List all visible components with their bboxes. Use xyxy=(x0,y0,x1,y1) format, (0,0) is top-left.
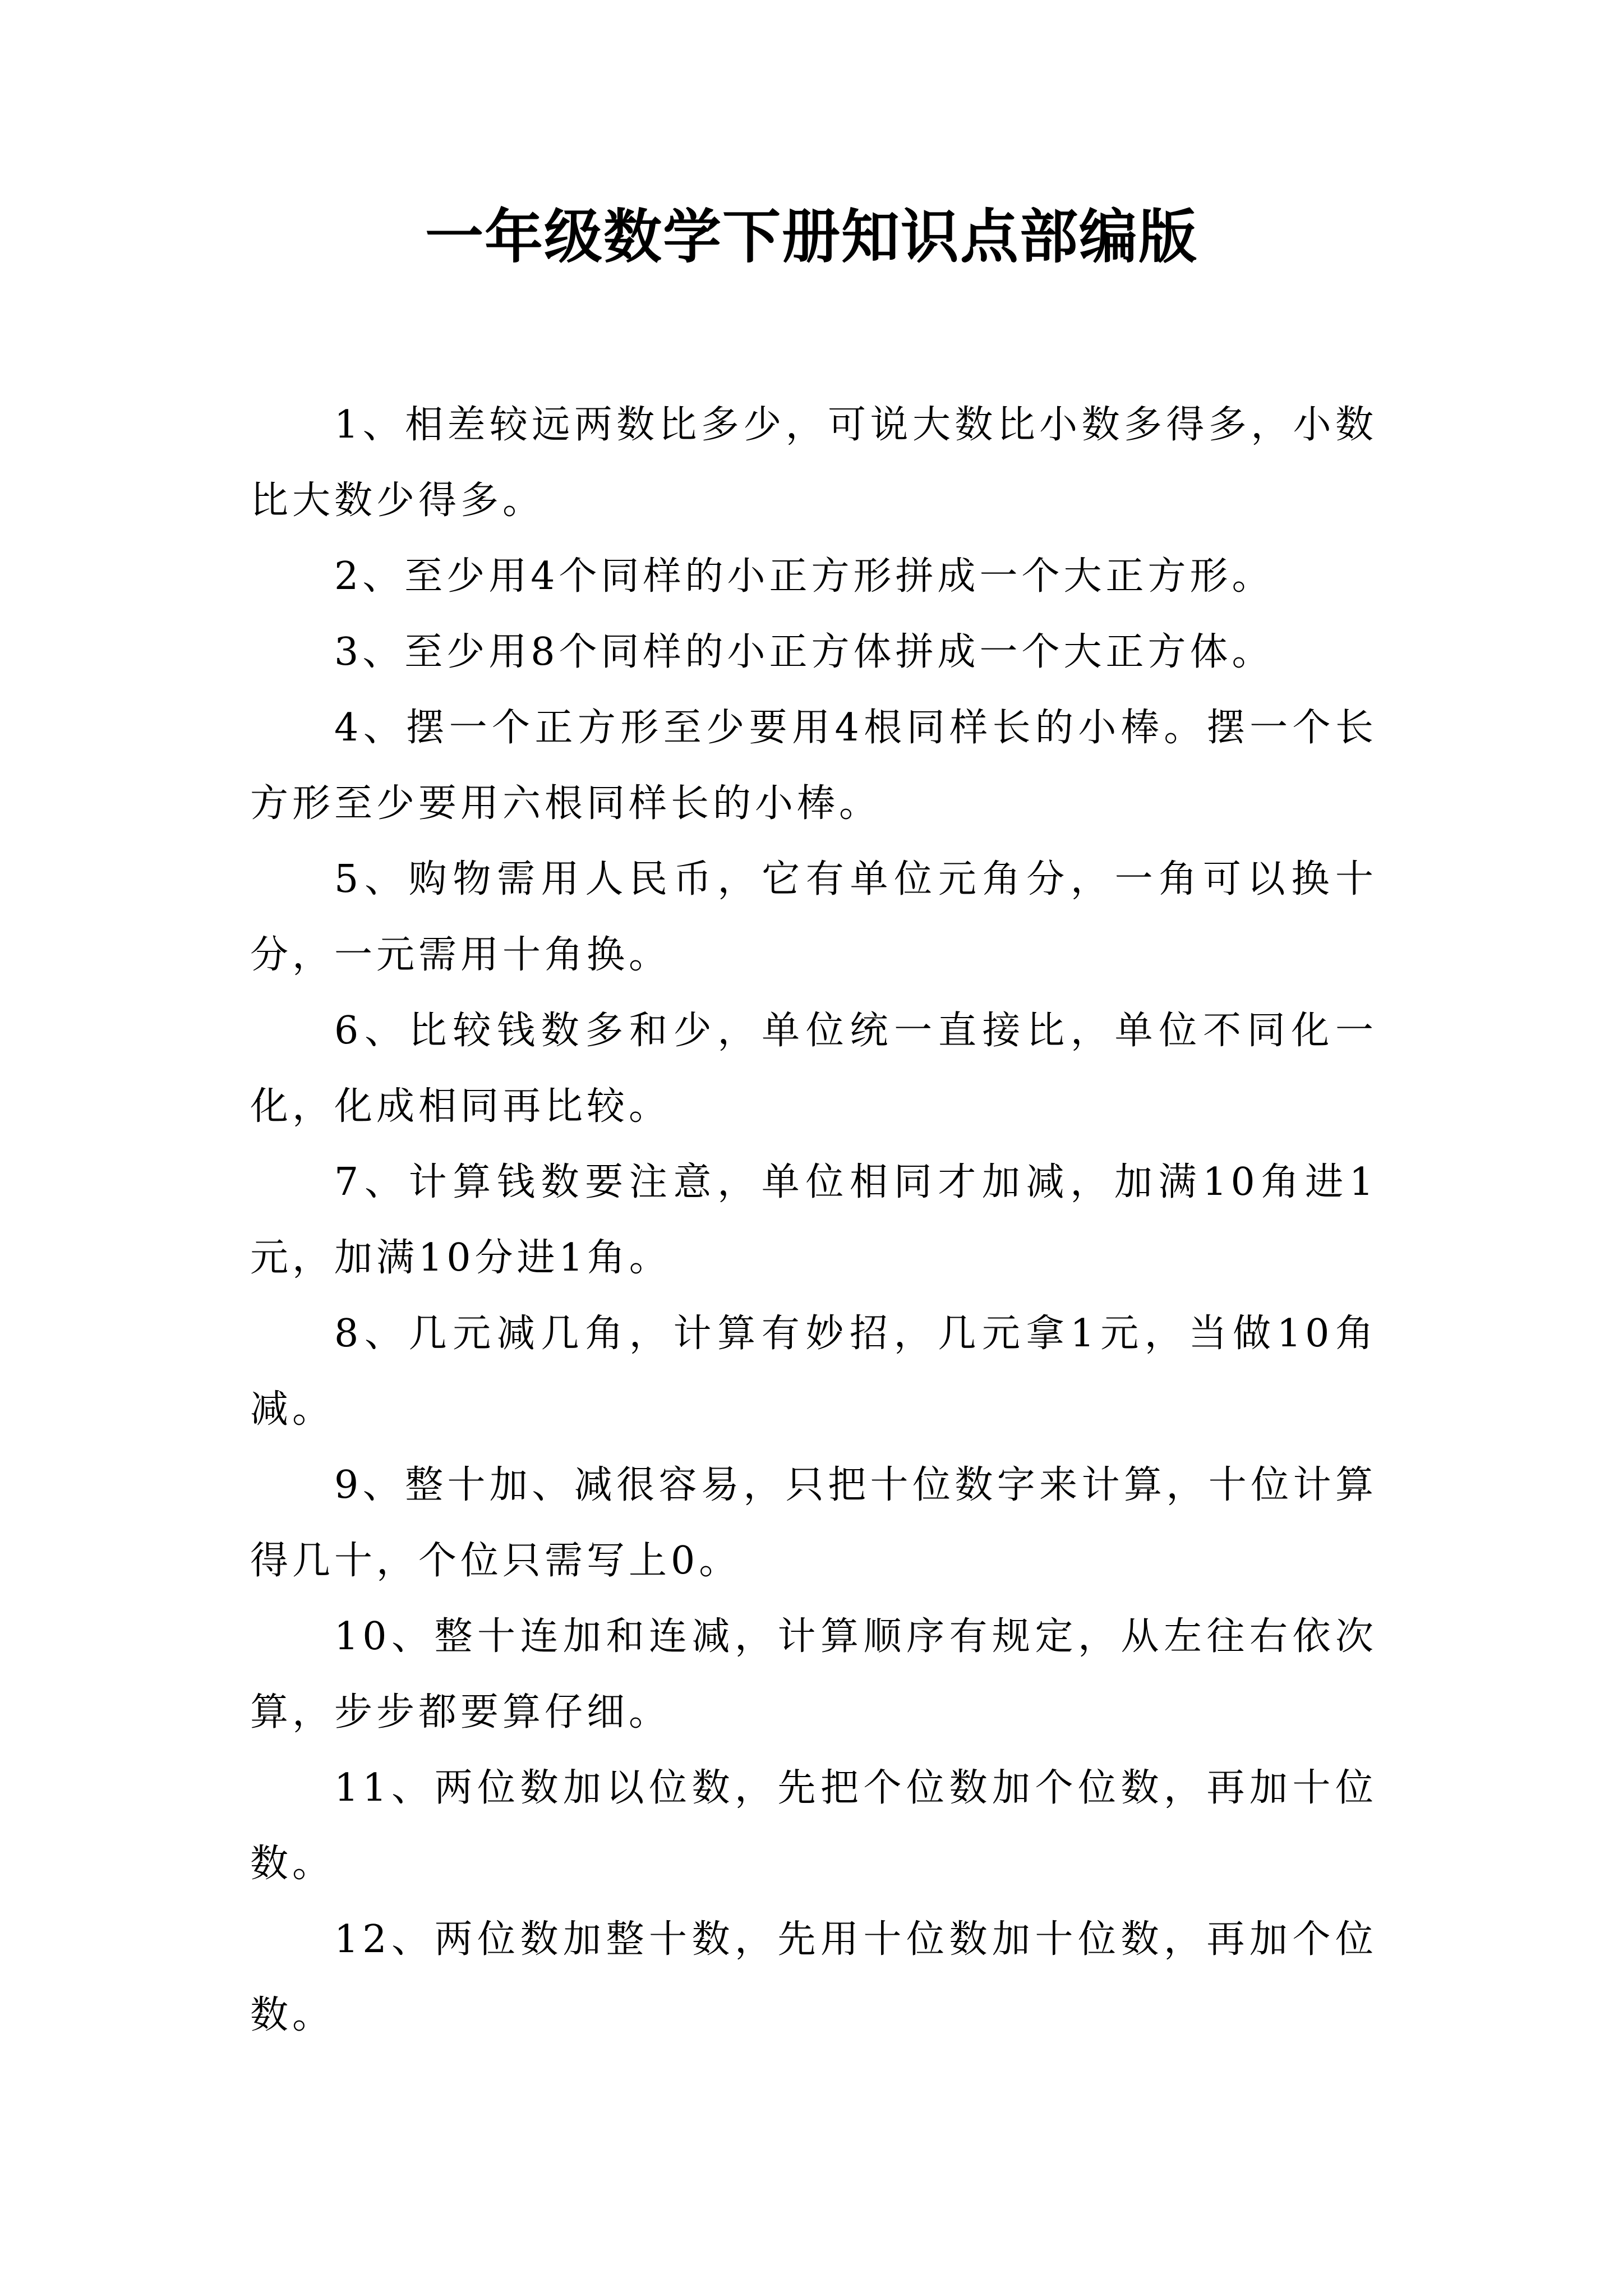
paragraph-9: 9、整十加、减很容易，只把十位数字来计算，十位计算得几十，个位只需写上0。 xyxy=(250,1463,1377,1583)
paragraph-4: 4、摆一个正方形至少要用4根同样长的小棒。摆一个长方形至少要用六根同样长的小棒。 xyxy=(250,706,1377,826)
paragraph-10: 10、整十连加和连减，计算顺序有规定，从左往右依次算，步步都要算仔细。 xyxy=(250,1614,1377,1734)
paragraph-3: 3、至少用8个同样的小正方体拼成一个大正方体。 xyxy=(334,630,1274,674)
document-body xyxy=(250,387,1377,2053)
paragraph-12: 12、两位数加整十数，先用十位数加十位数，再加个位数。 xyxy=(250,1917,1377,2037)
paragraph-2: 2、至少用4个同样的小正方形拼成一个大正方形。 xyxy=(334,554,1274,599)
paragraph-11: 11、两位数加以位数，先把个位数加个位数，再加十位数。 xyxy=(250,1766,1377,1886)
paragraph-7: 7、计算钱数要注意，单位相同才加减，加满10角进1元，加满10分进1角。 xyxy=(250,1160,1377,1280)
paragraph-5: 5、购物需用人民币，它有单位元角分，一角可以换十分，一元需用十角换。 xyxy=(250,857,1377,977)
paragraph-8: 8、几元减几角，计算有妙招，几元拿1元，当做10角减。 xyxy=(250,1312,1377,1432)
paragraph-1: 1、相差较远两数比多少，可说大数比小数多得多，小数比大数少得多。 xyxy=(250,403,1377,523)
document-title: 一年级数学下册知识点部编版 xyxy=(425,202,1198,271)
paragraph-6: 6、比较钱数多和少，单位统一直接比，单位不同化一化，化成相同再比较。 xyxy=(250,1009,1377,1129)
